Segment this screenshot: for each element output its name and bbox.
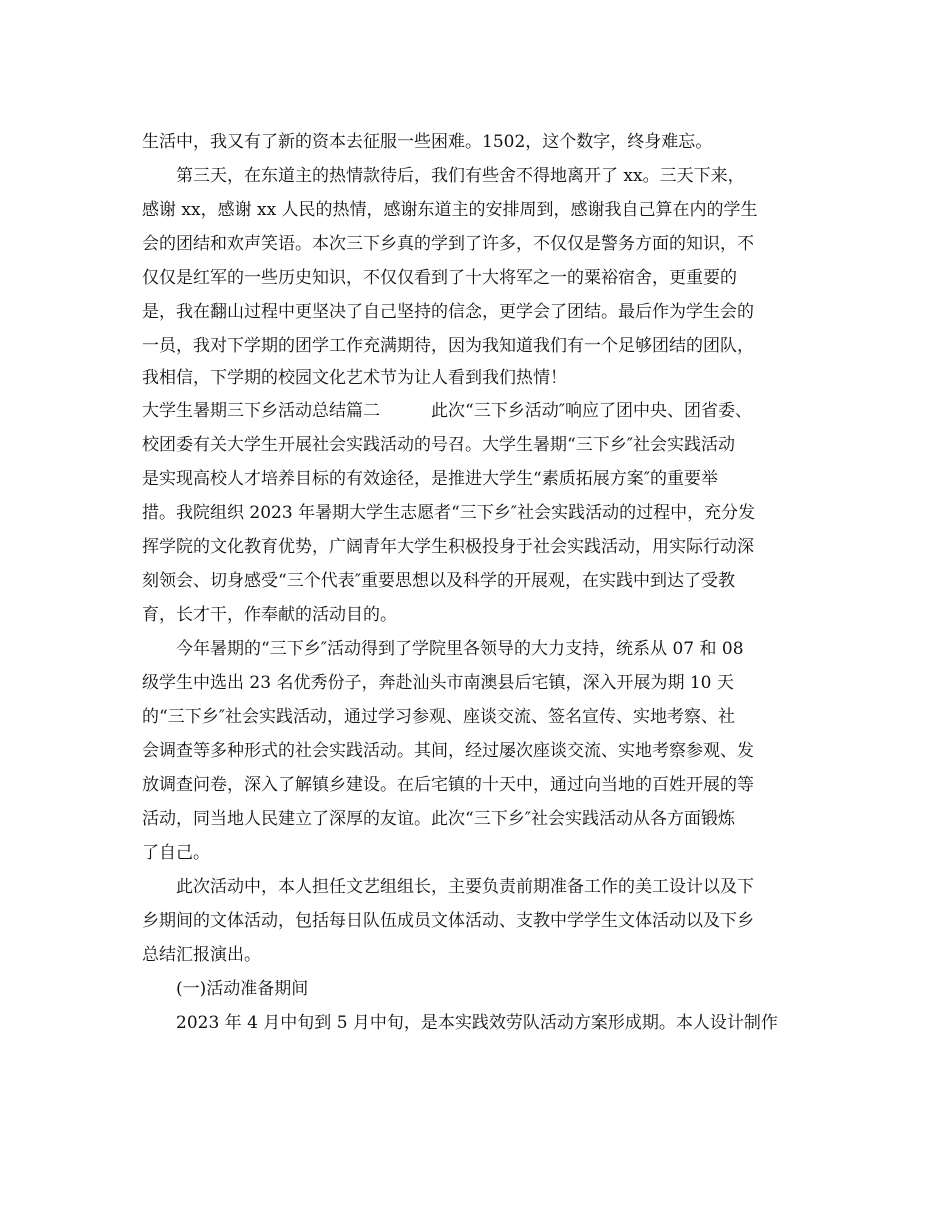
text-line: 总结汇报演出。 <box>142 945 261 965</box>
text-line: 级学生中选出 23 名优秀份子，奔赴汕头市南澳县后宅镇，深入开展为期 10 天 <box>142 673 734 693</box>
text-line: 第三天，在东道主的热情款待后，我们有些舍不得地离开了 xx。三天下来， <box>142 166 745 186</box>
text-line: 措。我院组织 2023 年暑期大学生志愿者“三下乡″社会实践活动的过程中，充分发 <box>142 503 756 523</box>
text-line: 生活中，我又有了新的资本去征服一些困难。1502，这个数字，终身难忘。 <box>142 132 713 152</box>
text-line: 是实现高校人才培养目标的有效途径，是推进大学生“素质拓展方案″的重要举 <box>142 469 719 489</box>
text-line: 感谢 xx，感谢 xx 人民的热情，感谢东道主的安排周到，感谢我自己算在内的学生 <box>142 200 758 220</box>
text-line: 的“三下乡″社会实践活动，通过学习参观、座谈交流、签名宣传、实地考察、社 <box>142 707 736 727</box>
text-line: 此次活动中，本人担任文艺组组长，主要负责前期准备工作的美工设计以及下 <box>142 877 754 897</box>
text-line: 仅仅是红军的一些历史知识，不仅仅看到了十大将军之一的粟裕宿舍，更重要的 <box>142 268 737 288</box>
text-line: 了自己。 <box>142 843 210 863</box>
text-line: 是，我在翻山过程中更坚决了自己坚持的信念，更学会了团结。最后作为学生会的 <box>142 302 754 322</box>
text-line: 活动，同当地人民建立了深厚的友谊。此次“三下乡″社会实践活动从各方面锻炼 <box>142 809 736 829</box>
text-line: 2023 年 4 月中旬到 5 月中旬，是本实践效劳队活动方案形成期。本人设计制作 <box>142 1013 778 1033</box>
text-line: 一员，我对下学期的团学工作充满期待，因为我知道我们有一个足够团结的团队， <box>142 336 754 356</box>
text-line: 育，长才干，作奉献的活动目的。 <box>142 605 397 625</box>
subheading-line: (一)活动准备期间 <box>142 979 309 999</box>
section-heading-line: 大学生暑期三下乡活动总结篇二 此次“三下乡活动″响应了团中央、团省委、 <box>142 401 753 421</box>
text-line: 校团委有关大学生开展社会实践活动的号召。大学生暑期“三下乡″社会实践活动 <box>142 435 736 455</box>
text-line: 挥学院的文化教育优势，广阔青年大学生积极投身于社会实践活动，用实际行动深 <box>142 537 754 557</box>
text-line: 会调查等多种形式的社会实践活动。其间，经过屡次座谈交流、实地考察参观、发 <box>142 741 754 761</box>
text-line: 我相信，下学期的校园文化艺术节为让人看到我们热情！ <box>142 368 567 388</box>
text-line: 会的团结和欢声笑语。本次三下乡真的学到了许多，不仅仅是警务方面的知识，不 <box>142 234 754 254</box>
text-line: 乡期间的文体活动，包括每日队伍成员文体活动、支教中学学生文体活动以及下乡 <box>142 911 754 931</box>
text-line: 今年暑期的“三下乡″活动得到了学院里各领导的大力支持，统系从 07 和 08 <box>142 639 744 659</box>
text-line: 刻领会、切身感受“三个代表″重要思想以及科学的开展观，在实践中到达了受教 <box>142 571 736 591</box>
text-line: 放调查问卷，深入了解镇乡建设。在后宅镇的十天中，通过向当地的百姓开展的等 <box>142 775 754 795</box>
document-body <box>142 125 822 1040</box>
